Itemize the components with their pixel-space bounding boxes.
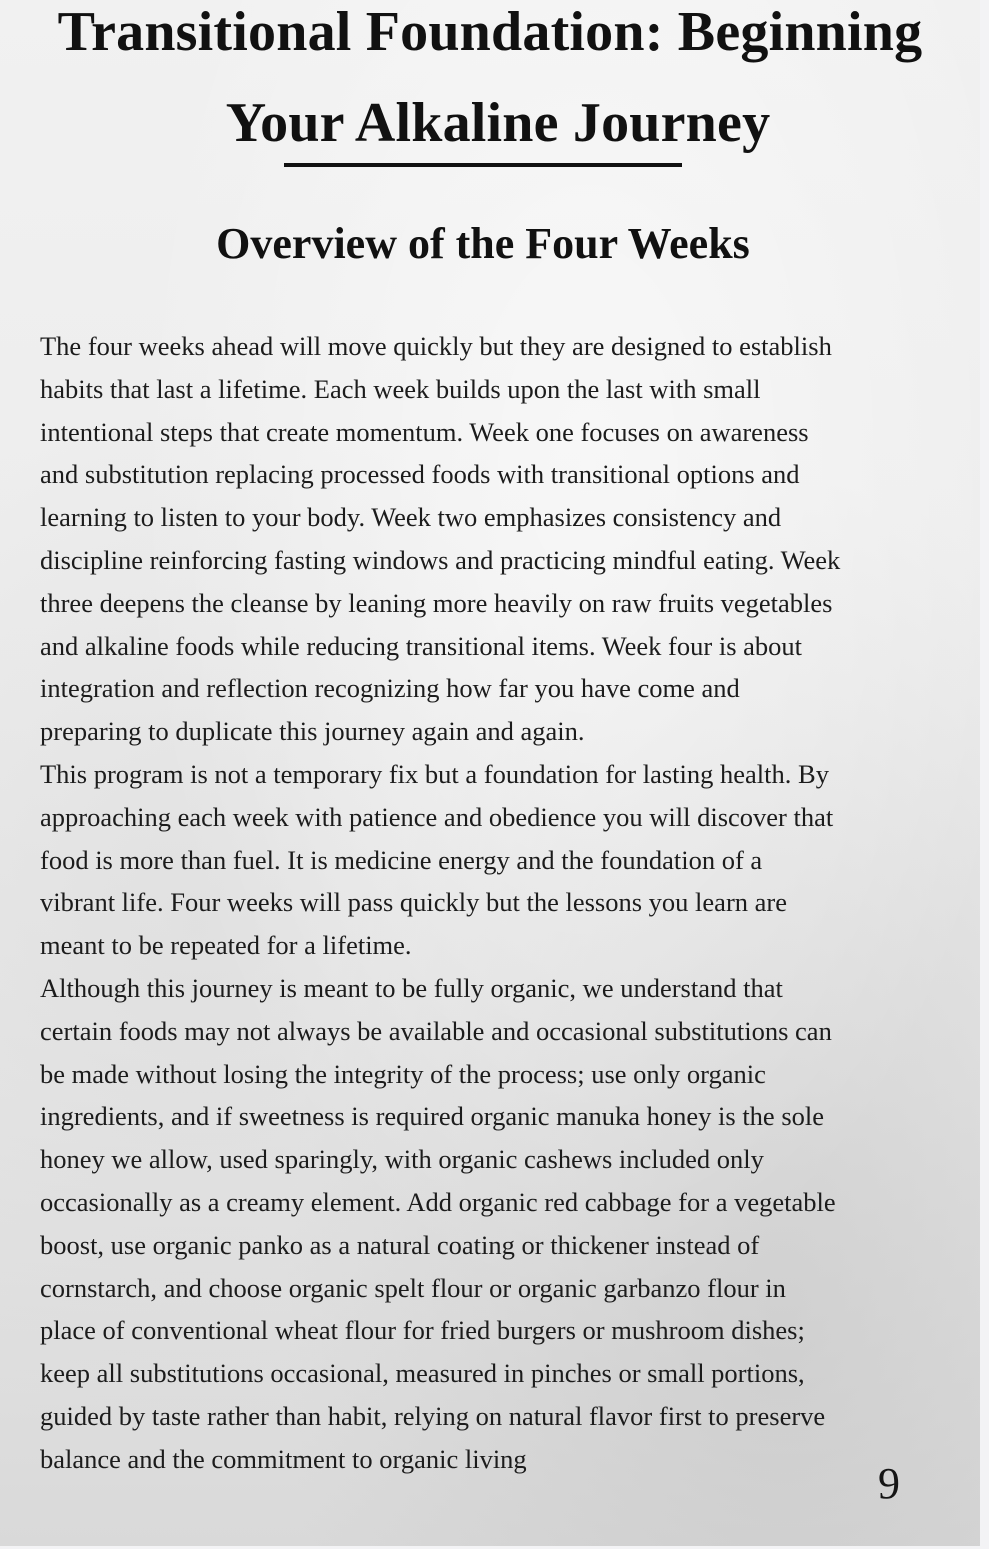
text-line: discipline reinforcing fasting windows and practicing mindful eating. Week [40, 544, 841, 575]
text-line: This program is not a temporary fix but a foundation for lasting health. By [40, 758, 829, 789]
text-line: guided by taste rather than habit, relying on natural flavor first to preserve [40, 1400, 826, 1431]
text-line: intentional steps that create momentum. Week one focuses on awareness [40, 416, 809, 447]
text-line: food is more than fuel. It is medicine energy and the foundation of a [40, 844, 763, 875]
section-heading: Overview of the Four Weeks [216, 219, 750, 268]
text-line: honey we allow, used sparingly, with organic cashews included only [40, 1144, 764, 1175]
text-line: meant to be repeated for a lifetime. [40, 930, 412, 961]
text-line: boost, use organic panko as a natural coating or thickener instead of [40, 1229, 760, 1260]
body-text [40, 325, 970, 1481]
text-line: balance and the commitment to organic living [40, 1443, 527, 1474]
page-title-line-1: Transitional Foundation: Beginning [57, 1, 923, 63]
text-line: cornstarch, and choose organic spelt flour or organic garbanzo flour in [40, 1272, 786, 1303]
paragraph-1 [40, 325, 970, 753]
text-line: learning to listen to your body. Week two emphasizes consistency and [40, 502, 782, 533]
text-line: ingredients, and if sweetness is required organic manuka honey is the sole [40, 1101, 825, 1132]
text-line: and alkaline foods while reducing transitional items. Week four is about [40, 630, 803, 661]
text-line: The four weeks ahead will move quickly but they are designed to establish [40, 331, 832, 361]
text-line: integration and reflection recognizing how far you have come and [40, 673, 740, 704]
text-line: and substitution replacing processed foods with transitional options and [40, 459, 800, 490]
text-line: vibrant life. Four weeks will pass quickly but the lessons you learn are [40, 887, 787, 918]
text-line: preparing to duplicate this journey again and again. [40, 716, 585, 747]
page-number: 9 [878, 1459, 900, 1508]
text-line: approaching each week with patience and obedience you will discover that [40, 801, 834, 832]
text-line: occasionally as a creamy element. Add organic red cabbage for a vegetable [40, 1186, 836, 1217]
text-line: habits that last a lifetime. Each week builds upon the last with small [40, 373, 761, 404]
text-line: keep all substitutions occasional, measured in pinches or small portions, [40, 1358, 805, 1389]
text-line: be made without losing the integrity of the process; use only organic [40, 1058, 766, 1089]
paragraph-3 [40, 967, 970, 1481]
page-title-line-2: Your Alkaline Journey [225, 92, 771, 154]
text-line: certain foods may not always be available and occasional substitutions can [40, 1015, 832, 1046]
title-underline-divider [284, 163, 682, 167]
text-line: three deepens the cleanse by leaning more heavily on raw fruits vegetables [40, 587, 833, 618]
text-line: place of conventional wheat flour for fried burgers or mushroom dishes; [40, 1315, 805, 1346]
text-line: Although this journey is meant to be fully organic, we understand that [40, 972, 783, 1003]
paragraph-2 [40, 753, 970, 967]
